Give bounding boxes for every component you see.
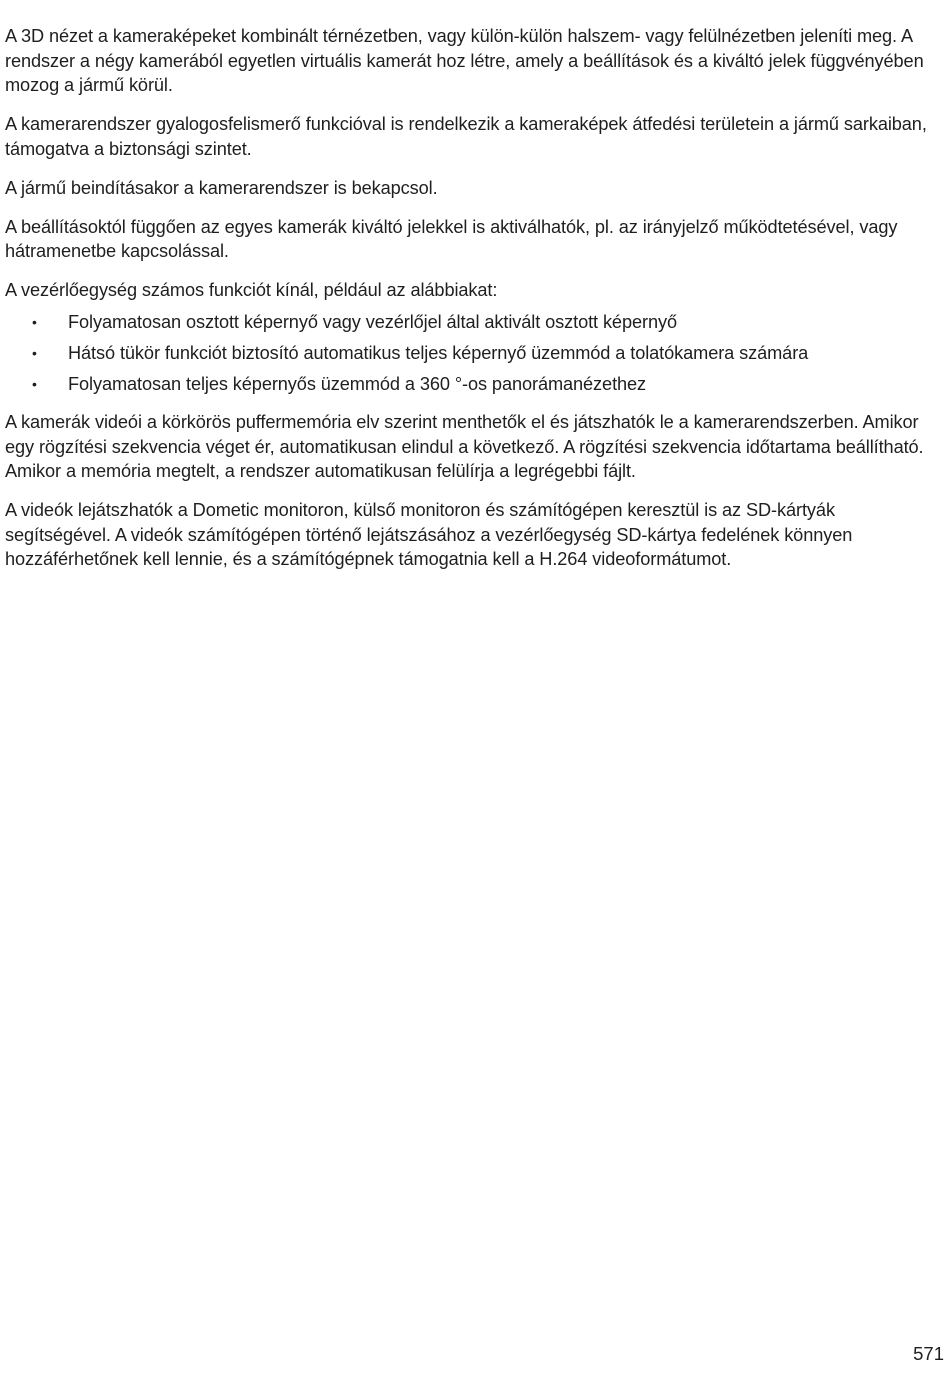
paragraph-video-recording: A kamerák videói a körkörös puffermemória elv szerint menthetők el és játszhatók le a kamerarendszerben. Amikor egy rögzítési szekvencia véget ér, automatikusan elindul a következő. A rögzítési szekvencia időtartama beállítható. Amikor a memória megtelt, a rendszer automatikusan felülírja a legrégebbi fájlt. bbox=[5, 412, 924, 481]
list-item-text: Folyamatosan teljes képernyős üzemmód a 360 °-os panorámanézethez bbox=[68, 373, 647, 394]
paragraph-3d-view: A 3D nézet a kameraképeket kombinált térnézetben, vagy külön-külön halszem- vagy felülnézetben jeleníti meg. A rendszer a négy kamerából egyetlen virtuális kamerát hoz létre, amely a beállítások és a kiváltó jelek függvényében mozog a jármű körül. bbox=[5, 26, 924, 95]
bullet-icon: • bbox=[32, 344, 37, 361]
feature-list bbox=[5, 310, 940, 397]
list-item-text: Hátsó tükör funkciót biztosító automatikus teljes képernyő üzemmód a tolatókamera számára bbox=[68, 342, 809, 363]
paragraph-video-playback: A videók lejátszhatók a Dometic monitoron, külső monitoron és számítógépen keresztül is az SD-kártyák segítségével. A videók számítógépen történő lejátszásához a vezérlőegység SD-kártya fedelének könnyen hozzáférhetőnek kell lennie, és a számítógépnek támogatnia kell a H.264 videoformátumot. bbox=[5, 500, 853, 569]
list-item bbox=[5, 310, 940, 335]
bullet-icon: • bbox=[32, 313, 37, 330]
list-item bbox=[5, 341, 940, 366]
paragraph-trigger-signals: A beállításoktól függően az egyes kamerák kiváltó jelekkel is aktiválhatók, pl. az irányjelző működtetésével, vagy hátramenetbe kapcsolással. bbox=[5, 216, 898, 261]
page-number: 571 bbox=[913, 1343, 944, 1364]
list-item bbox=[5, 372, 940, 397]
paragraph-pedestrian-detection: A kamerarendszer gyalogosfelismerő funkcióval is rendelkezik a kameraképek átfedési területein a jármű sarkaiban, támogatva a biztonsági szintet. bbox=[5, 114, 927, 159]
document-body bbox=[5, 24, 940, 586]
bullet-icon: • bbox=[32, 375, 37, 392]
paragraph-startup: A jármű beindításakor a kamerarendszer is bekapcsol. bbox=[5, 177, 438, 198]
list-item-text: Folyamatosan osztott képernyő vagy vezérlőjel által aktivált osztott képernyő bbox=[68, 311, 677, 332]
paragraph-features-intro: A vezérlőegység számos funkciót kínál, például az alábbiakat: bbox=[5, 280, 498, 300]
